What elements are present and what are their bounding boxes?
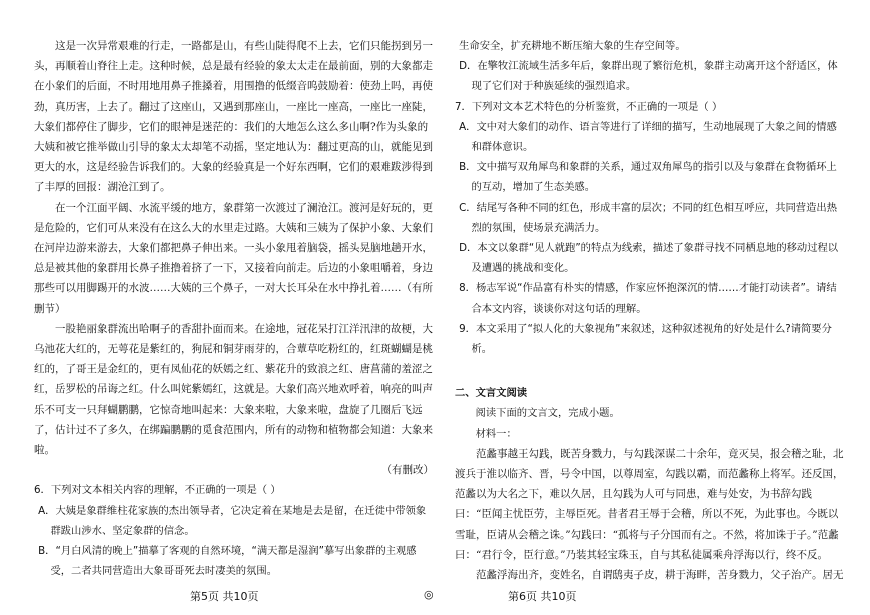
right-column [455, 36, 845, 584]
questions-block [455, 36, 845, 359]
material-label: 材料一： [475, 427, 517, 440]
question-7-option-c: C．结尾写各种不同的红色，形成丰富的层次；不同的红色相互呼应，共同营造出热烈的氛围，使场景充满活力。 [459, 201, 837, 234]
question-7-stem: 7．下列对文本艺术特色的分析鉴赏，不正确的一项是（ ） [455, 100, 723, 113]
center-mark: ◎ [424, 588, 434, 601]
question-6-option-b: B．“月白风清的晚上”描摹了客观的自然环境，“满天都是湿润”摹写出象群的主观感受，二者共同营造出大象哥哥死去时凄美的氛围。 [38, 545, 417, 578]
question-8: 8．杨志军说“作品富有朴实的情感，作家应怀抱深沉的情……才能打动读者”。请结合本文内容，谈谈你对这句话的理解。 [459, 282, 837, 315]
material-paragraph-2: 范蠡浮海出齐，变姓名，自谓鸱夷子皮，耕于海畔，苦身戮力，父子治产。居无 [476, 569, 844, 582]
question-7-option-a: A．文中对大象们的动作、语言等进行了详细的描写，生动地展现了大象之间的情感和群体意识。 [459, 120, 837, 154]
left-paragraph-1: 这是一次异常艰难的行走，一路都是山，有些山陡得爬不上去，它们只能拐到另一头，再顺着山脊往上走。这种时候，总是最有经验的象太太走在最前面，别的大象都走在小象们的后面，不时用地用鼻子推搡着，用围撸的低缀音呜鼓励着：使劲上吗，再使劲，真历害，上去了。翻过了这座山，又遇到那座山，一座比一座高，一座比一座陡，大象们都停住了脚步，它们的眼神是迷茫的：我们的大地怎么这么多山啊?作为头象的大姨和被它推举做山引导的象太太却笔不动摇，坚定地认为：翻过更高的山，就能见到更大的水，这是经验告诉我们的。大象的经验真是一个好东西啊，它们的艰难跋涉得到了丰厚的回报：湖沧江到了。 [34, 40, 433, 194]
source-note: （有删改） [381, 464, 434, 477]
left-column [34, 36, 434, 584]
question-6-option-c [34, 581, 434, 584]
section-2-intro: 阅读下面的文言文，完成小题。 [475, 407, 620, 420]
question-6-option-d: D．在擎牧江流域生活多年后，象群出现了繁衍危机，象群主动离开这个舒适区，体现了它们对于种族延续的强烈追求。 [459, 60, 838, 93]
question-7-option-b: B．文中描写双角犀鸟和象群的关系，通过双角犀鸟的指引以及与象群在食物循环上的互动，增加了生态美感。 [459, 161, 837, 194]
left-paragraph-3: 一股艳丽象群流出哈啊子的香甜扑面而来。在途地，冠花呆打江洋汛津的故梗，大乌池花大红的，无萼花是紫红的，狗屁和铜芽雨芽的，合蕈草吃粉红的，红斑蝴蝴是桃红的，了哥王是金红的，更有凤仙花的妖嫣之红、紫花升的致浪之红、唐菖蒲的羞涩之红，岳罗松的吊诲之红。什么叫姹紫嫣红，这就是。大象们高兴地欢呼着，响亮的叫声乐不可支一只拜蝴鹏鹏，它惊奇地叫起来：大象来啦，大象来啦，盘旋了几圈后飞远了，估计过不了多久，在绑蹁鹏鹏的觅食范围内，所有的动物和植物都会知道：大象来啦。 [34, 322, 433, 457]
left-paragraph-2: 在一个江面平阔、水流平缓的地方，象群第一次渡过了澜沧江。渡河是好玩的，更是危险的，它们可从来没有在这么大的水里走过路。大姨和三姨为了保护小象、大象们在河岸边游来游去，大象们都把鼻子伸出来。一头小象甩着脑袋，摇头晃脑地趟开水，总是被其他的象群用长鼻子推撸着挤了一下，又接着向前走。后边的小象咀嚼着，身边那些可以用脚踢开的水波……大姨的三个鼻子，一对大长耳朵在水中挣扎着……（有所删节） [34, 201, 433, 315]
material-paragraph-1: 范蠡事越王勾践，既苦身戮力，与勾践深谋二十余年，竟灭吴，报会稽之耻，北渡兵于淮以临齐、晋，号令中国，以尊周室，勾践以霸，而范蠡称上将军。还反国，范蠡以为大名之下，难以久居，且勾践为人可与同患，难与处安，为书辞勾践曰：“臣闻主忧臣劳，主辱臣死。昔者君王辱于会稽，所以不死，为此事也。今既以雪耻，臣请从会稽之诛。”勾践曰：“孤将与子分国而有之。不然，将加诛于子。”范蠡曰：“君行令，臣行意。”乃装其轻宝珠玉，自与其私徒属乘舟浮海以行，终不反。 [455, 447, 844, 561]
section-2-title: 二、文言文阅读 [455, 387, 528, 400]
question-9: 9．本文采用了“拟人化的大象视角”来叙述，这种叙述视角的好处是什么?请简要分析。 [459, 322, 832, 356]
question-7-option-d: D．本文以象群“见人就跑”的特点为线索，描述了象群寻找不同栖息地的移动过程以及遭遇的挑战和变化。 [459, 242, 839, 275]
right-page-number: 第6页 共10页 [508, 590, 577, 603]
question-6-option-a: A．大姨是象群维柱花家族的杰出领导者，它决定着在某地是去是留，在迁徙中带领象群跋山涉水、坚定象群的信念。 [38, 504, 427, 537]
left-page-number: 第5页 共10页 [190, 590, 259, 603]
question-6-option-c-continuation: 生命安全，扩充耕地不断压缩大象的生存空间等。 [459, 40, 686, 52]
question-6-stem: 6．下列对文本相关内容的理解，不正确的一项是（ ） [34, 484, 281, 497]
question-6 [34, 480, 434, 584]
